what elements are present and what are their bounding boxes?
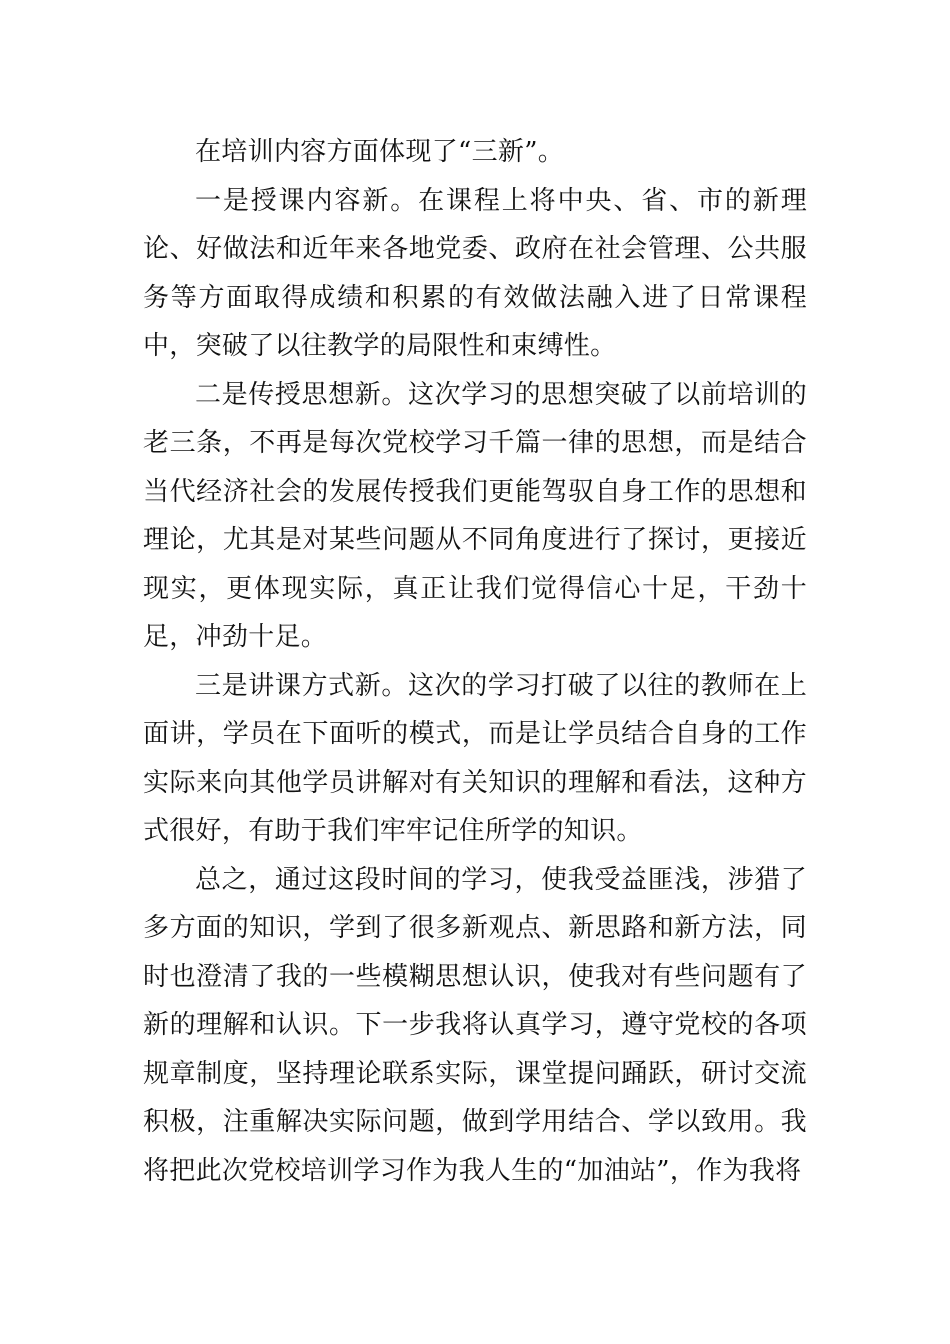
paragraph-intro: 在培训内容方面体现了“三新”。 — [195, 137, 565, 167]
document-body — [143, 128, 807, 1195]
paragraph-teaching-content: 一是授课内容新。在课程上将中央、省、市的新理论、好做法和近年来各地党委、政府在社会管理、公共服务等方面取得成绩和积累的有效做法融入进了日常课程中，突破了以往教学的局限性和束缚性。 — [143, 185, 807, 361]
paragraph-summary: 总之，通过这段时间的学习，使我受益匪浅，涉猎了多方面的知识，学到了很多新观点、新思路和新方法，同时也澄清了我的一些模糊思想认识，使我对有些问题有了新的理解和认识。下一步我将认真学习，遵守党校的各项规章制度，坚持理论联系实际，课堂提问踊跃，研讨交流积极，注重解决实际问题，做到学用结合、学以致用。我将把此次党校培训学习作为我人生的“加油站”，作为我将 — [143, 864, 807, 1186]
paragraph-teaching-method: 三是讲课方式新。这次的学习打破了以往的教师在上面讲，学员在下面听的模式，而是让学员结合自身的工作实际来向其他学员讲解对有关知识的理解和看法，这种方式很好，有助于我们牢牢记住所学的知识。 — [143, 670, 807, 846]
paragraph-teaching-ideas: 二是传授思想新。这次学习的思想突破了以前培训的老三条，不再是每次党校学习千篇一律的思想，而是结合当代经济社会的发展传授我们更能驾驭自身工作的思想和理论，尤其是对某些问题从不同角度进行了探讨，更接近现实，更体现实际，真正让我们觉得信心十足，干劲十足，冲劲十足。 — [143, 379, 807, 652]
